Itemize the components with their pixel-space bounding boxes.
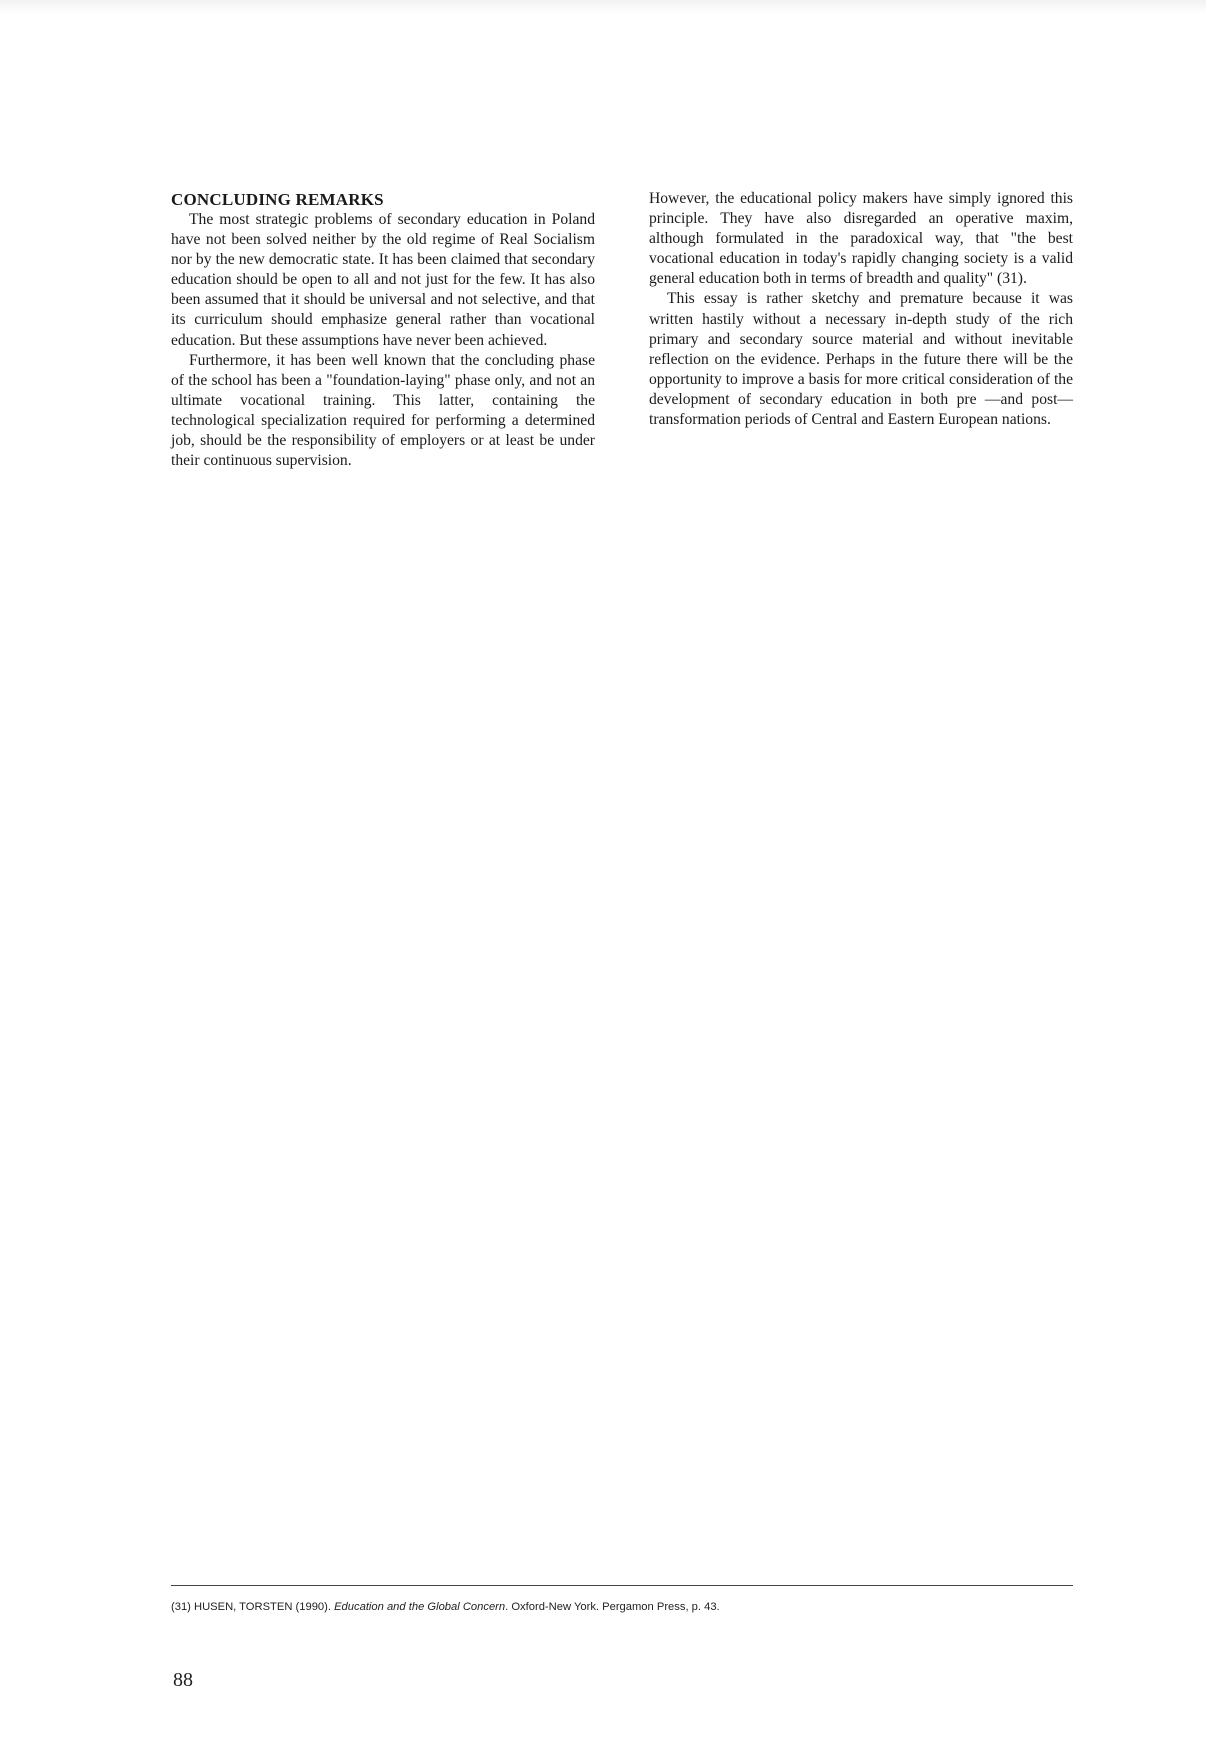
footnote-31 xyxy=(171,1600,1073,1614)
left-text-column xyxy=(171,189,595,471)
scan-edge-shadow xyxy=(0,0,1206,14)
footnote-prefix: (31) HUSEN, TORSTEN (1990). xyxy=(171,1601,335,1613)
footnote-title: Education and the Global Concern xyxy=(334,1601,506,1613)
body-paragraph: This essay is rather sketchy and premature because it was written hastily without a necessary in-depth study of the rich primary and secondary source material and without inevitable reflection on the evidence. Perhaps in the future there will be the opportunity to improve a basis for more critical consideration of the development of secondary education in both pre —and post— transformation periods of Central and Eastern European nations. xyxy=(649,290,1073,429)
body-paragraph: However, the educational policy makers have simply ignored this principle. They have also disregarded an operative maxim, although formulated in the paradoxical way, that "the best vocational education in today's rapidly changing society is a valid general education both in terms of breadth and quality" (31). xyxy=(649,190,1073,288)
body-paragraph: Furthermore, it has been well known that the concluding phase of the school has been a "foundation-laying" phase only, and not an ultimate vocational training. This latter, containing the technological specialization required for performing a determined job, should be the responsibility of employers or at least be under their continuous supervision. xyxy=(171,351,595,470)
page-number: 88 xyxy=(173,1669,193,1691)
footnote-suffix: . Oxford-New York. Pergamon Press, p. 43. xyxy=(505,1601,720,1613)
body-paragraph: The most strategic problems of secondary education in Poland have not been solved neither by the old regime of Real Socialism nor by the new democratic state. It has been claimed that secondary education should be open to all and not just for the few. It has also been assumed that it should be universal and not selective, and that its curriculum should emphasize general rather than vocational education. But these assumptions have never been achieved. xyxy=(171,211,595,349)
section-heading: CONCLUDING REMARKS xyxy=(171,190,384,209)
footnote-divider xyxy=(171,1585,1073,1586)
right-text-column xyxy=(649,189,1073,430)
